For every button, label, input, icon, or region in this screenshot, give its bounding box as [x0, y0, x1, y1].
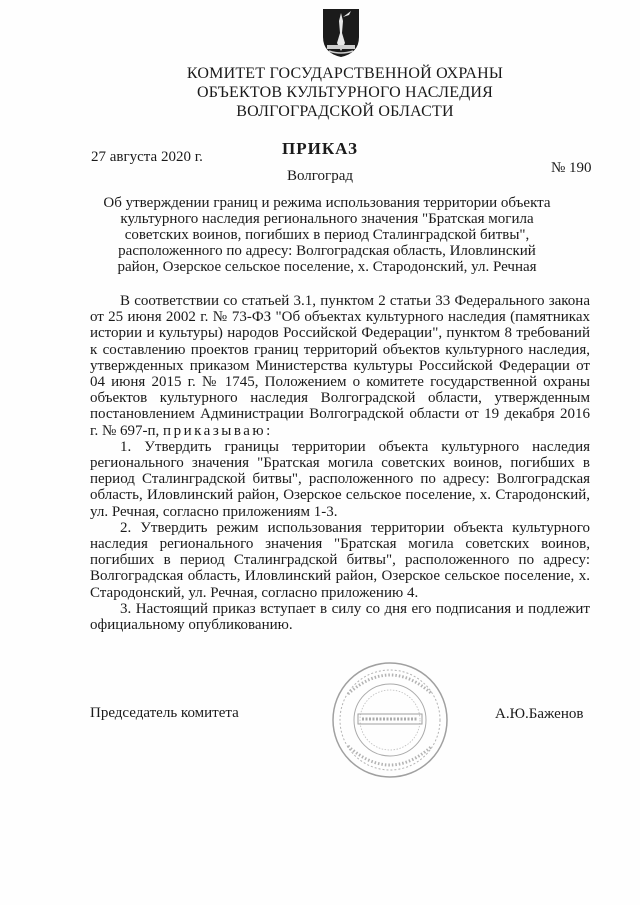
order-number: № 190 — [551, 160, 592, 176]
decree-word: приказываю: — [163, 422, 273, 439]
item-3-paragraph: 3. Настоящий приказ вступает в силу со дня его подписания и подлежит официальному опубликованию. — [90, 600, 590, 634]
document-title: ПРИКАЗ — [282, 139, 358, 158]
order-body — [90, 293, 590, 633]
preamble-paragraph — [90, 293, 590, 439]
committee-line-3: ВОЛГОГРАДСКОЙ ОБЛАСТИ — [236, 103, 454, 120]
signature-name: А.Ю.Баженов — [495, 706, 584, 722]
item-2-paragraph: 2. Утвердить режим использования территории объекта культурного наследия регионального значения "Братская могила советских воинов, погибших в период Сталинградской битвы", расположенного по адресу: Волгоградская область, Иловлинский район, Озерское сельское поселение, х. Стародонский, ул. Речная, согласно приложению 4. — [90, 519, 590, 601]
committee-line-2: ОБЪЕКТОВ КУЛЬТУРНОГО НАСЛЕДИЯ — [196, 84, 494, 101]
item-1-paragraph: 1. Утвердить границы территории объекта культурного наследия регионального значения "Братская могила советских воинов, погибших в период Сталинградской битвы", расположенного по адресу: Волгоградская область, Иловлинский район, Озерское сельское поселение, х. Стародонский, ул. Речная, согласно приложениям 1-3. — [90, 438, 590, 520]
preamble-text: В соответствии со статьей 3.1, пунктом 2 статьи 33 Федерального закона от 25 июня 2002 г. № 73-ФЗ "Об объектах культурного наследия (памятниках истории и культуры) народов Российской Федерации", пунктом 8 требований к составлению проектов границ территорий объектов культурного наследия, утвержденных приказом Министерства культуры Российской Федерации от 04 июня 2015 г. № 1745, Положением о комитете государственной охраны объектов культурного наследия Волгоградской области, утвержденным постановлением Администрации Волгоградской области от 19 декабря 2016 г. № 697-п, — [90, 293, 590, 439]
committee-line-1: КОМИТЕТ ГОСУДАРСТВЕННОЙ ОХРАНЫ — [186, 65, 504, 82]
order-subject: Об утверждении границ и режима использования территории объекта культурного наследия регионального значения "Братская могила советских воинов, погибших в период Сталинградской битвы", расположенного по адресу: Волгоградская область, Иловлинский район, Озерское сельское поселение, х. Стародонский, ул. Речная — [103, 195, 551, 275]
order-city: Волгоград — [286, 168, 353, 184]
signature-position: Председатель комитета — [90, 705, 239, 721]
committee-name — [150, 64, 540, 121]
order-date: 27 августа 2020 г. — [91, 149, 203, 165]
round-seal-stamp-icon — [330, 660, 450, 780]
volgograd-coat-of-arms-icon — [321, 7, 361, 59]
